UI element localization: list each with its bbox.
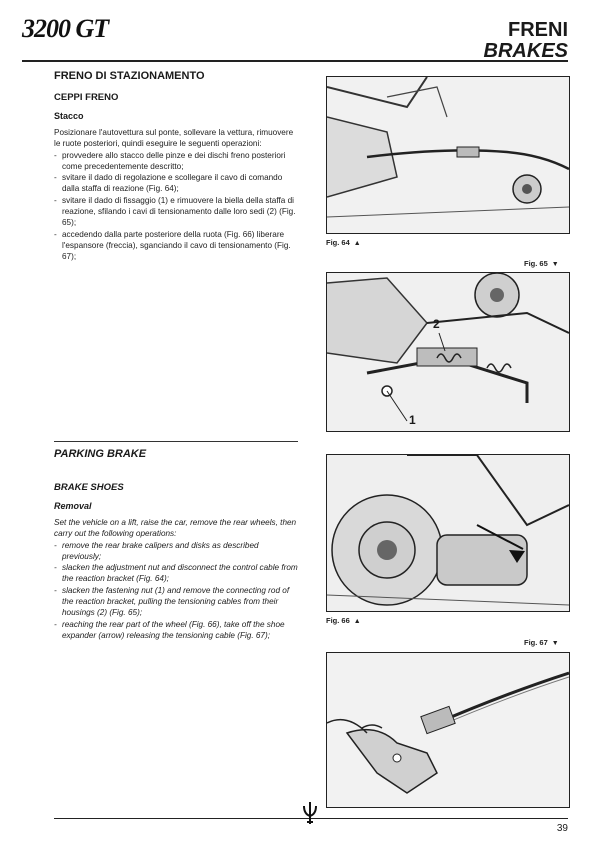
page-number: 39 bbox=[556, 823, 568, 834]
figure-65-caption bbox=[524, 259, 559, 268]
figure-66-image bbox=[326, 454, 570, 612]
intro-text-en: Set the vehicle on a lift, raise the car, remove the rear wheels, then carry out the following operations: bbox=[54, 518, 297, 539]
figure-66-caption bbox=[326, 616, 361, 625]
english-section bbox=[54, 448, 298, 641]
figure-66-label: Fig. 66 bbox=[326, 616, 350, 625]
brand-logo: 3200 GT bbox=[22, 14, 109, 43]
figure-67-label: Fig. 67 bbox=[524, 638, 548, 647]
brake-cable-illustration bbox=[327, 77, 569, 233]
header-title-italian: FRENI bbox=[508, 19, 568, 41]
section-divider bbox=[54, 441, 298, 442]
step-it-2: - svitare il dado di regolazione e scollegare il cavo di comando dalla staffa di reazione (Fig. 64); bbox=[54, 172, 298, 195]
trident-icon bbox=[300, 800, 320, 831]
header-title-english: BRAKES bbox=[483, 40, 568, 62]
header-rule bbox=[22, 60, 568, 62]
figure-64-label: Fig. 64 bbox=[326, 238, 350, 247]
section-title-it: FRENO DI STAZIONAMENTO bbox=[54, 70, 205, 82]
reaction-bracket-illustration bbox=[327, 273, 569, 431]
arrow-down-icon: ▼ bbox=[551, 261, 559, 268]
steps-list-en bbox=[54, 540, 298, 642]
step-it-3: - svitare il dado di fissaggio (1) e rimuovere la biella della staffa di reazione, sfilando i cavi di tensionamento dalle loro sedi (2) (Fig. 65); bbox=[54, 195, 298, 229]
section-title-en: PARKING BRAKE bbox=[54, 448, 147, 460]
steps-list-it bbox=[54, 150, 298, 263]
callout-2: 2 bbox=[433, 317, 440, 331]
step-en-3: - slacken the fastening nut (1) and remove the connecting rod of the reaction bracket, pulling the tensioning cables from their housings (2) (Fig. 65); bbox=[54, 585, 298, 619]
step-en-4: - reaching the rear part of the wheel (Fig. 66), take off the shoe expander (arrow) releasing the tensioning cable (Fig. 67); bbox=[54, 619, 298, 642]
figure-67-image bbox=[326, 652, 570, 808]
figure-65-image bbox=[326, 272, 570, 432]
subsection-title-it: CEPPI FRENO bbox=[54, 92, 119, 103]
step-it-4: - accedendo dalla parte posteriore della ruota (Fig. 66) liberare l'espansore (freccia), sganciando il cavo di tensionamento (Fig. 67); bbox=[54, 229, 298, 263]
page-header bbox=[484, 20, 568, 62]
figure-67-caption bbox=[524, 638, 559, 647]
italian-section bbox=[54, 70, 298, 263]
figure-64-caption bbox=[326, 238, 361, 247]
procedure-title-it: Stacco bbox=[54, 111, 84, 121]
arrow-up-icon: ▲ bbox=[353, 240, 361, 247]
rear-wheel-illustration bbox=[327, 455, 569, 611]
figure-65-label: Fig. 65 bbox=[524, 259, 548, 268]
step-it-1: - provvedere allo stacco delle pinze e dei dischi freno posteriori come precedentemente descritto; bbox=[54, 150, 298, 173]
procedure-title-en: Removal bbox=[54, 501, 92, 511]
step-en-2: - slacken the adjustment nut and disconnect the control cable from the reaction bracket (Fig. 64); bbox=[54, 562, 298, 585]
step-en-1: - remove the rear brake calipers and disks as described previously; bbox=[54, 540, 298, 563]
intro-text-it: Posizionare l'autovettura sul ponte, sollevare la vettura, rimuovere le ruote posteriori, quindi eseguire le seguenti operazioni: bbox=[54, 128, 294, 149]
subsection-title-en: BRAKE SHOES bbox=[54, 482, 124, 493]
figure-64-image bbox=[326, 76, 570, 234]
callout-1: 1 bbox=[409, 413, 416, 427]
tensioning-cable-illustration bbox=[327, 653, 569, 807]
arrow-up-icon: ▲ bbox=[353, 618, 361, 625]
arrow-down-icon: ▼ bbox=[551, 640, 559, 647]
